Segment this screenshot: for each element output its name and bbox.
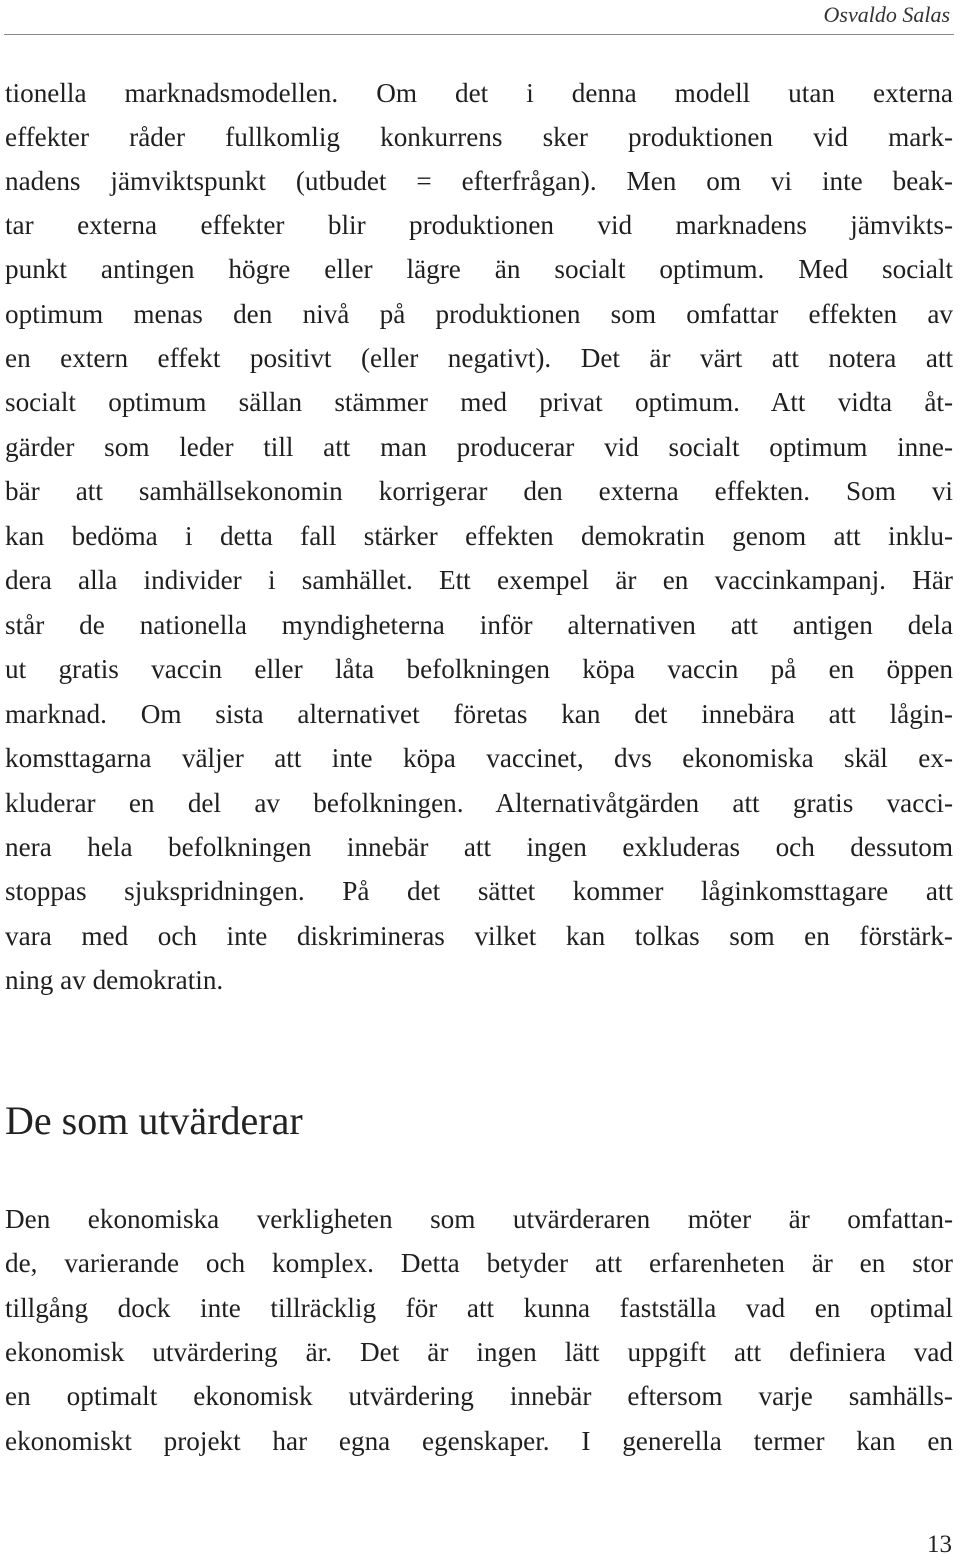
text-line: tar externa effekter blir produktionen vid marknadens jämvikts- [5, 210, 953, 240]
text-line: en extern effekt positivt (eller negativt). Det är värt att notera att [5, 343, 953, 373]
text-line: en optimalt ekonomisk utvärdering innebär eftersom varje samhälls- [5, 1381, 953, 1411]
text-line: bär att samhällsekonomin korrigerar den externa effekten. Som vi [5, 476, 953, 506]
text-line: socialt optimum sällan stämmer med privat optimum. Att vidta åt- [5, 387, 953, 417]
text-line: effekter råder fullkomlig konkurrens sker produktionen vid mark- [5, 122, 953, 152]
text-line: de, varierande och komplex. Detta betyder att erfarenheten är en stor [5, 1248, 953, 1278]
text-line: marknad. Om sista alternativet företas kan det innebära att lågin- [5, 699, 953, 729]
text-line: ekonomiskt projekt har egna egenskaper. I generella termer kan en [5, 1426, 953, 1456]
text-line: stoppas sjukspridningen. På det sättet kommer låginkomsttagare att [5, 876, 953, 906]
text-line: gärder som leder till att man producerar vid socialt optimum inne- [5, 432, 953, 462]
text-line: komsttagarna väljer att inte köpa vaccinet, dvs ekonomiska skäl ex- [5, 743, 953, 773]
header-rule [4, 34, 954, 35]
text-line: optimum menas den nivå på produktionen som omfattar effekten av [5, 299, 953, 329]
text-line: nadens jämviktspunkt (utbudet = efterfrågan). Men om vi inte beak- [5, 166, 953, 196]
text-line: Den ekonomiska verkligheten som utvärderaren möter är omfattan- [5, 1204, 953, 1234]
section-heading: De som utvärderar [5, 1098, 303, 1143]
text-line: nera hela befolkningen innebär att ingen exkluderas och dessutom [5, 832, 953, 862]
text-line: ut gratis vaccin eller låta befolkningen köpa vaccin på en öppen [5, 654, 953, 684]
text-line: kan bedöma i detta fall stärker effekten demokratin genom att inklu- [5, 521, 953, 551]
text-line: kluderar en del av befolkningen. Alternativåtgärden att gratis vacci- [5, 788, 953, 818]
text-line: står de nationella myndigheterna inför alternativen att antigen dela [5, 610, 953, 640]
running-header-author: Osvaldo Salas [823, 2, 950, 27]
text-line: punkt antingen högre eller lägre än socialt optimum. Med socialt [5, 254, 953, 284]
page-number: 13 [927, 1531, 952, 1558]
text-line: tillgång dock inte tillräcklig för att kunna fastställa vad en optimal [5, 1293, 953, 1323]
text-line: vara med och inte diskrimineras vilket kan tolkas som en förstärk- [5, 921, 953, 951]
text-line: ning av demokratin. [5, 965, 224, 995]
text-line: dera alla individer i samhället. Ett exempel är en vaccinkampanj. Här [5, 565, 953, 595]
text-line: tionella marknadsmodellen. Om det i denna modell utan externa [5, 78, 953, 108]
text-line: ekonomisk utvärdering är. Det är ingen lätt uppgift att definiera vad [5, 1337, 953, 1367]
